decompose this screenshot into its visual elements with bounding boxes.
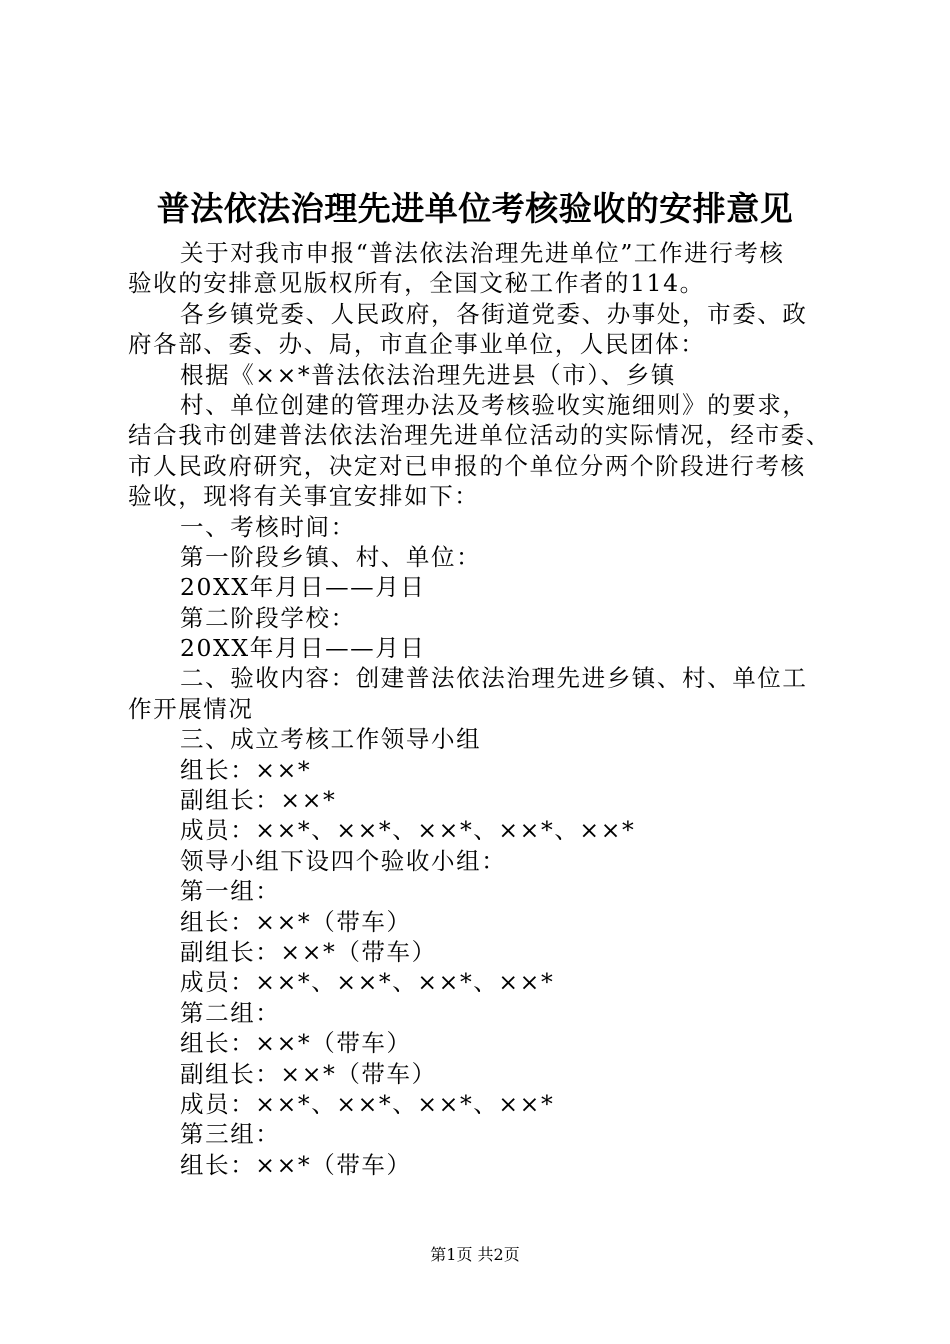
body-line: 一、考核时间： xyxy=(180,512,356,541)
body-line: 组长：××* xyxy=(180,755,312,784)
body-line: 验收，现将有关事宜安排如下： xyxy=(128,482,480,511)
body-line: 20XX年月日——月日 xyxy=(180,634,426,663)
body-line: 第一阶段乡镇、村、单位： xyxy=(180,542,482,571)
body-line: 领导小组下设四个验收小组： xyxy=(180,846,507,875)
body-line: 组长：××*（带车） xyxy=(180,907,412,936)
document-body xyxy=(128,238,833,1180)
body-line: 成员：××*、××*、××*、××* xyxy=(180,968,555,997)
body-line: 第三组： xyxy=(180,1120,281,1149)
body-line: 市人民政府研究，决定对已申报的个单位分两个阶段进行考核 xyxy=(128,451,806,480)
body-line: 成员：××*、××*、××*、××*、××* xyxy=(180,816,636,845)
body-line: 副组长：××*（带车） xyxy=(180,937,437,966)
body-line: 三、成立考核工作领导小组 xyxy=(180,725,482,754)
body-line: 20XX年月日——月日 xyxy=(180,573,426,602)
body-line: 作开展情况 xyxy=(128,694,254,723)
body-line: 结合我市创建普法依法治理先进单位活动的实际情况，经市委、 xyxy=(128,421,831,450)
body-line: 验收的安排意见版权所有，全国文秘工作者的114。 xyxy=(128,269,705,298)
body-line: 副组长：××* xyxy=(180,786,337,815)
page-footer: 第1页 共2页 xyxy=(430,1245,520,1264)
body-line: 第二阶段学校： xyxy=(180,603,356,632)
body-line: 组长：××*（带车） xyxy=(180,1150,412,1179)
page-title: 普法依法治理先进单位考核验收的安排意见 xyxy=(156,189,794,228)
body-line: 二、验收内容：创建普法依法治理先进乡镇、村、单位工 xyxy=(180,664,808,693)
body-line: 各乡镇党委、人民政府，各街道党委、办事处，市委、政 xyxy=(180,299,808,328)
body-line: 副组长：××*（带车） xyxy=(180,1059,437,1088)
body-line: 第二组： xyxy=(180,998,281,1027)
body-line: 根据《××*普法依法治理先进县（市）、乡镇 xyxy=(180,360,676,389)
body-line: 府各部、委、办、局，市直企事业单位，人民团体： xyxy=(128,330,706,359)
body-line: 第一组： xyxy=(180,877,281,906)
body-line: 成员：××*、××*、××*、××* xyxy=(180,1089,555,1118)
body-line: 村、单位创建的管理办法及考核验收实施细则》的要求， xyxy=(180,390,808,419)
body-line: 组长：××*（带车） xyxy=(180,1029,412,1058)
body-line: 关于对我市申报“普法依法治理先进单位”工作进行考核 xyxy=(180,239,785,267)
